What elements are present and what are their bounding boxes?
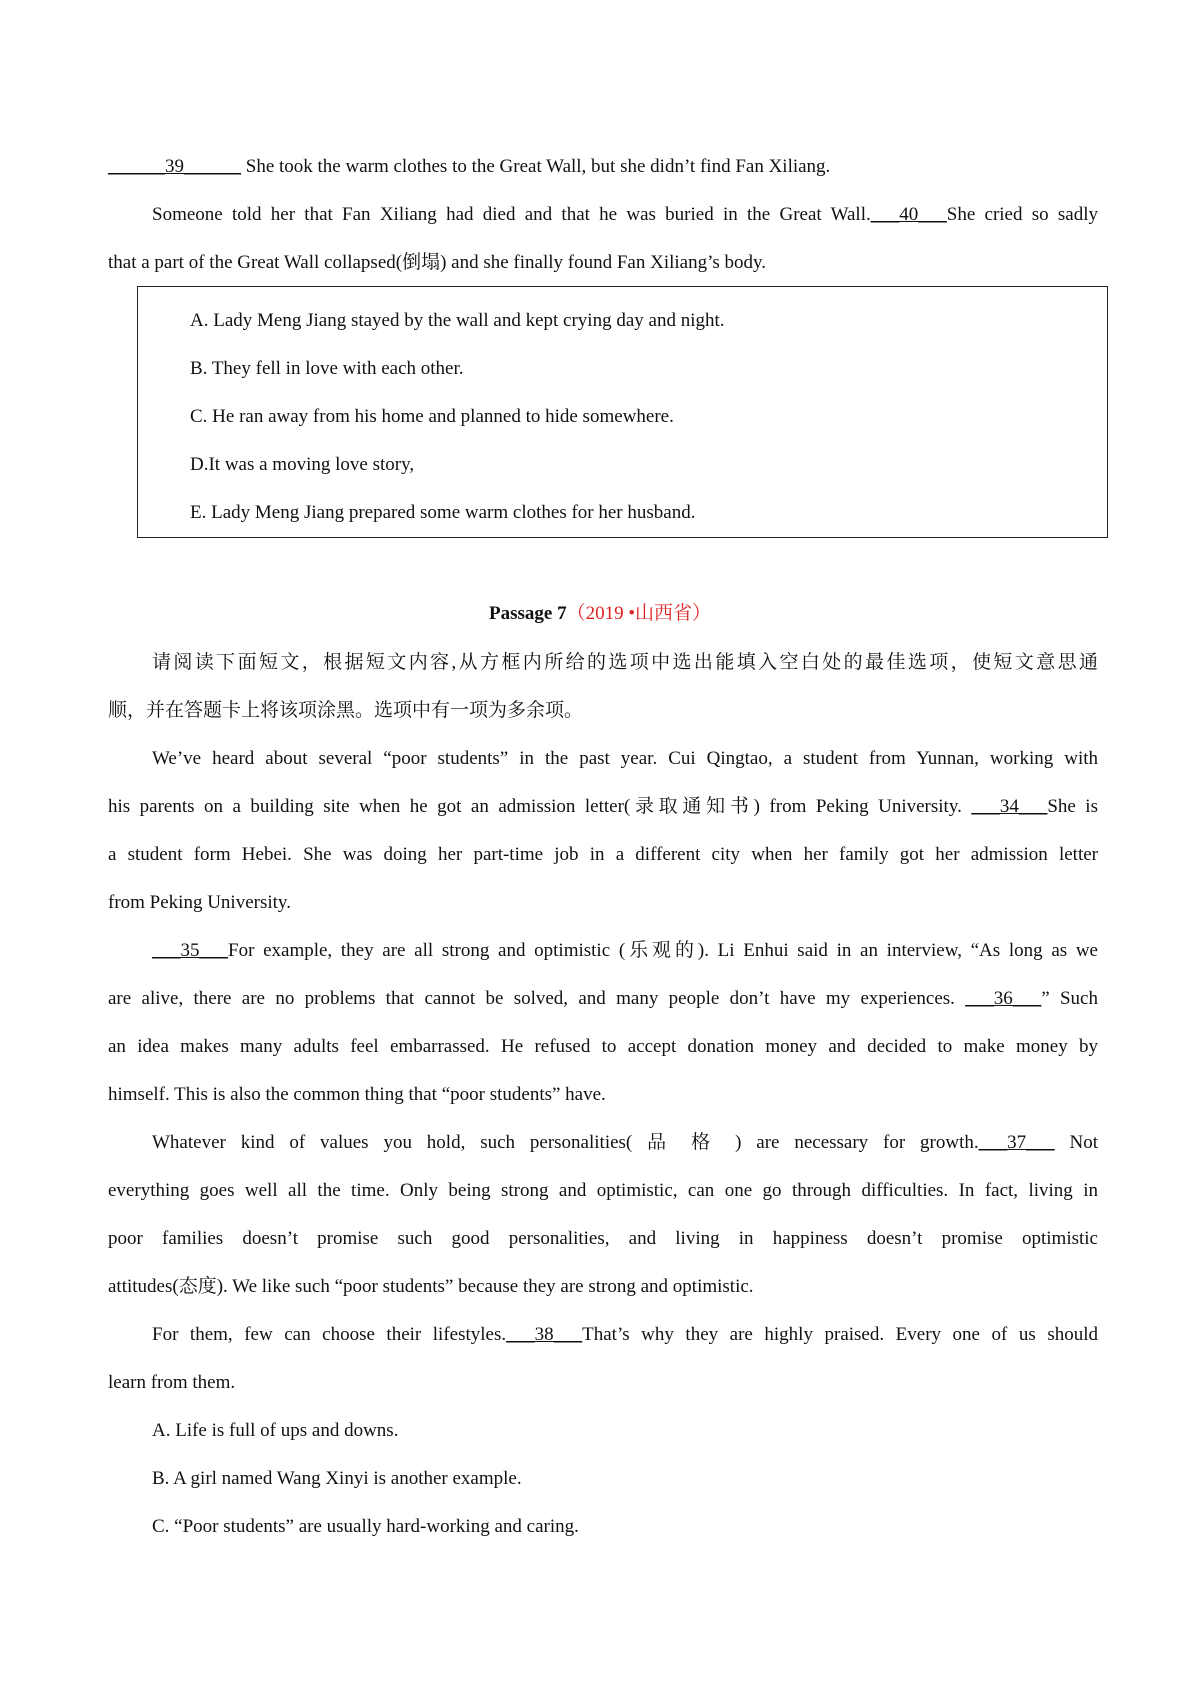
- prev-line-2: [152, 191, 1098, 239]
- p3-line-2: everything goes well all the time. Only being strong and optimistic, can one go through difficulties. In fact, living in: [108, 1180, 1098, 1201]
- option-e: E. Lady Meng Jiang prepared some warm clothes for her husband.: [190, 502, 696, 523]
- p2-line-3: an idea makes many adults feel embarrassed. He refused to accept donation money and decided to make money by: [108, 1036, 1098, 1057]
- blank-34: ___34___: [971, 796, 1048, 817]
- p2-line-1-text: For example, they are all strong and optimistic (乐观的). Li Enhui said in an interview, “As long as we: [228, 940, 1098, 961]
- blank-40: ___40___: [870, 204, 947, 225]
- prev-line-1-text: She took the warm clothes to the Great Wall, but she didn’t find Fan Xiliang.: [241, 156, 831, 177]
- p2-line-1: [152, 927, 1098, 975]
- p3-line-1-tail: Not: [1054, 1132, 1099, 1153]
- p2-line-2: [108, 975, 1098, 1023]
- option-b: B. They fell in love with each other.: [190, 358, 464, 379]
- answer-option-c: C. “Poor students” are usually hard-working and caring.: [152, 1516, 579, 1537]
- p2-line-2-tail: ” Such: [1041, 988, 1098, 1009]
- p1-line-3: a student form Hebei. She was doing her part-time job in a different city when her family got her admission letter: [108, 844, 1098, 865]
- p3-line-1-text: Whatever kind of values you hold, such personalities( 品 格 ) are necessary for growth.: [152, 1132, 979, 1153]
- p2-line-2-text: are alive, there are no problems that cannot be solved, and many people don’t have my experiences.: [108, 988, 966, 1009]
- p1-line-4: from Peking University.: [108, 892, 291, 913]
- p3-line-3: poor families doesn’t promise such good personalities, and living in happiness doesn’t promise optimistic: [108, 1228, 1098, 1249]
- option-c: C. He ran away from his home and planned to hide somewhere.: [190, 406, 674, 427]
- passage-source: （2019 •山西省）: [566, 603, 711, 624]
- instruction-line-2: 顺，并在答题卡上将该项涂黑。选项中有一项为多余项。: [108, 700, 584, 721]
- p4-line-2: learn from them.: [108, 1372, 236, 1393]
- blank-36: ___36___: [965, 988, 1042, 1009]
- prev-line-2-text: Someone told her that Fan Xiliang had died and that he was buried in the Great Wall.: [152, 204, 871, 225]
- blank-35: ___35___: [152, 940, 228, 961]
- p4-line-1: [152, 1311, 1098, 1359]
- answer-option-a: A. Life is full of ups and downs.: [152, 1420, 399, 1441]
- blank-37: ___37___: [978, 1132, 1055, 1153]
- p4-line-1-tail: That’s why they are highly praised. Every one of us should: [582, 1324, 1098, 1345]
- blank-39: ______39______: [108, 156, 241, 177]
- prev-line-2-tail: She cried so sadly: [946, 204, 1098, 225]
- option-d: D.It was a moving love story,: [190, 454, 415, 475]
- p3-line-1: [152, 1119, 1098, 1167]
- answer-option-b: B. A girl named Wang Xinyi is another example.: [152, 1468, 522, 1489]
- p1-line-2-tail: She is: [1047, 796, 1098, 817]
- passage-title-text: Passage 7: [489, 603, 567, 624]
- option-a: A. Lady Meng Jiang stayed by the wall and kept crying day and night.: [190, 310, 725, 331]
- blank-38: ___38___: [506, 1324, 583, 1345]
- p1-line-2-text: his parents on a building site when he got an admission letter(录取通知书) from Peking University.: [108, 796, 972, 817]
- p2-line-4: himself. This is also the common thing that “poor students” have.: [108, 1084, 606, 1105]
- p3-line-4: attitudes(态度). We like such “poor students” because they are strong and optimistic.: [108, 1276, 754, 1297]
- p1-line-1: We’ve heard about several “poor students” in the past year. Cui Qingtao, a student from Yunnan, working with: [152, 748, 1098, 769]
- p1-line-2: [108, 783, 1098, 831]
- p4-line-1-text: For them, few can choose their lifestyles.: [152, 1324, 507, 1345]
- passage-title: [0, 590, 1200, 638]
- prev-line-3: that a part of the Great Wall collapsed(倒塌) and she finally found Fan Xiliang’s body.: [108, 252, 767, 273]
- instruction-line-1: 请阅读下面短文，根据短文内容,从方框内所给的选项中选出能填入空白处的最佳选项，使短文意思通: [152, 652, 1098, 673]
- prev-line-1: [108, 143, 1098, 191]
